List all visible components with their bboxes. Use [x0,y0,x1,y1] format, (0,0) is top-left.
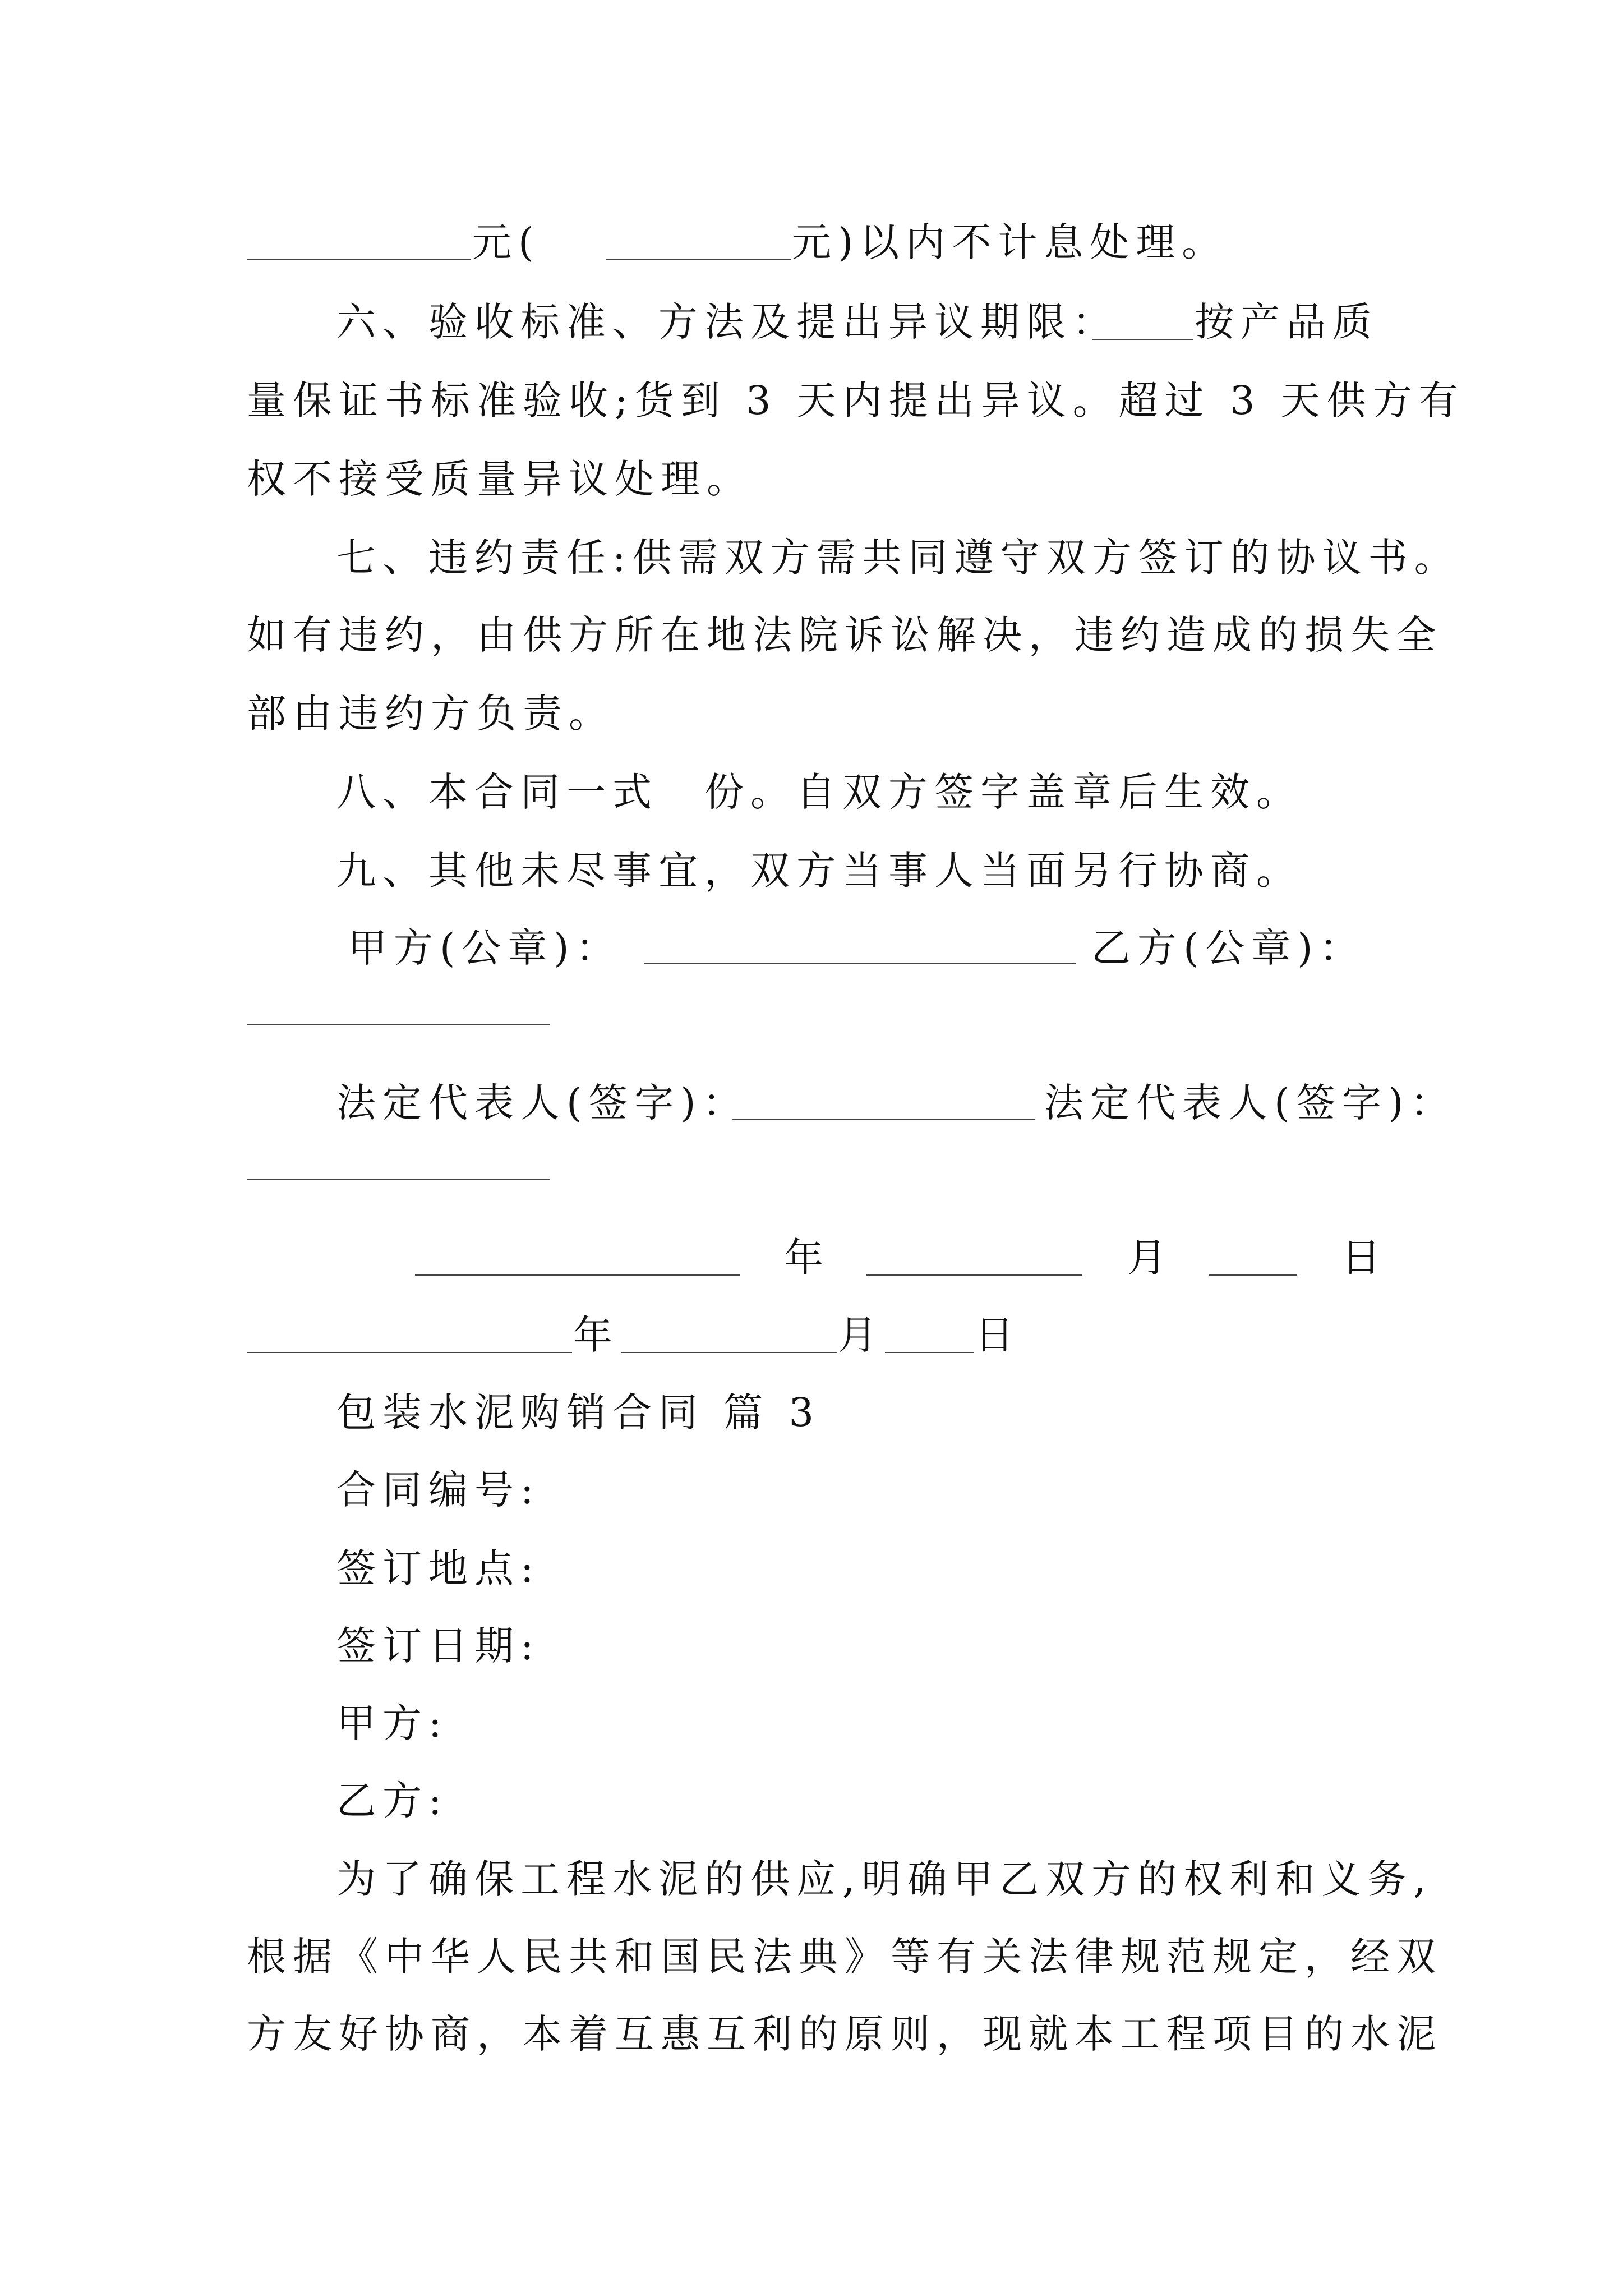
party-b-seal-label: 乙方(公章)： [1091,925,1366,971]
date-a-year-blank [415,1274,740,1276]
party-a-seal-label: 甲方(公章)： [348,925,622,971]
party-a-rep-label: 法定代表人(签字)： [336,1080,749,1126]
date-a-day-label: 日 [1341,1235,1387,1281]
clause-7-line-3: 部由违约方负责。 [247,691,615,737]
clause-6-line-2: 量保证书标准验收;货到 3 天内提出异议。超过 3 天供方有 [247,378,1465,424]
party-a-label: 甲方: [336,1700,449,1746]
date-b-year-blank [247,1352,572,1353]
clause-9: 九、其他未尽事宜，双方当事人当面另行协商。 [336,848,1302,894]
party-b-label: 乙方: [336,1778,449,1824]
date-b-day-blank [885,1352,974,1353]
blank-amount-2 [606,259,791,260]
party-a-seal-blank [644,963,1076,964]
date-a-year-label: 年 [784,1235,830,1281]
clause-6-line-3: 权不接受质量异议处理。 [247,456,753,502]
party-b-seal-blank [247,1024,550,1025]
clause-6-text-start: 按产品质 [1195,299,1378,345]
date-a-day-blank [1209,1274,1297,1276]
contract-3-title: 包装水泥购销合同 篇 3 [336,1389,821,1435]
signing-place-label: 签订地点: [336,1545,541,1591]
date-b-year-label: 年 [573,1312,619,1358]
line-1-yuan-end: 元)以内不计息处理。 [792,219,1228,265]
preamble-line-1: 为了确保工程水泥的供应,明确甲乙双方的权利和义务, [336,1856,1433,1902]
clause-7-title: 七、违约责任:供需双方需共同遵守双方签订的协议书。 [336,535,1460,581]
clause-6-title: 六、验收标准、方法及提出异议期限： [336,299,1118,345]
clause-7-line-2: 如有违约，由供方所在地法院诉讼解决，违约造成的损失全 [247,612,1442,658]
clause-8: 八、本合同一式 份。自双方签字盖章后生效。 [336,769,1302,815]
blank-amount-1 [247,259,471,260]
party-b-rep-blank [247,1179,550,1180]
preamble-line-2: 根据《中华人民共和国民法典》等有关法律规范规定，经双 [247,1934,1442,1980]
party-a-rep-blank [732,1119,1035,1120]
party-b-rep-label: 法定代表人(签字)： [1044,1080,1456,1126]
contract-number-label: 合同编号: [336,1467,541,1513]
date-b-month-label: 月 [838,1312,884,1358]
date-a-month-blank [866,1274,1082,1276]
date-b-day-label: 日 [975,1312,1021,1358]
blank-clause-6 [1092,339,1193,340]
preamble-line-3: 方友好协商，本着互惠互利的原则，现就本工程项目的水泥 [247,2011,1442,2057]
signing-date-label: 签订日期: [336,1623,541,1669]
line-1-yuan: 元( [472,219,541,265]
date-a-month-label: 月 [1127,1235,1173,1281]
date-b-month-blank [621,1352,837,1353]
